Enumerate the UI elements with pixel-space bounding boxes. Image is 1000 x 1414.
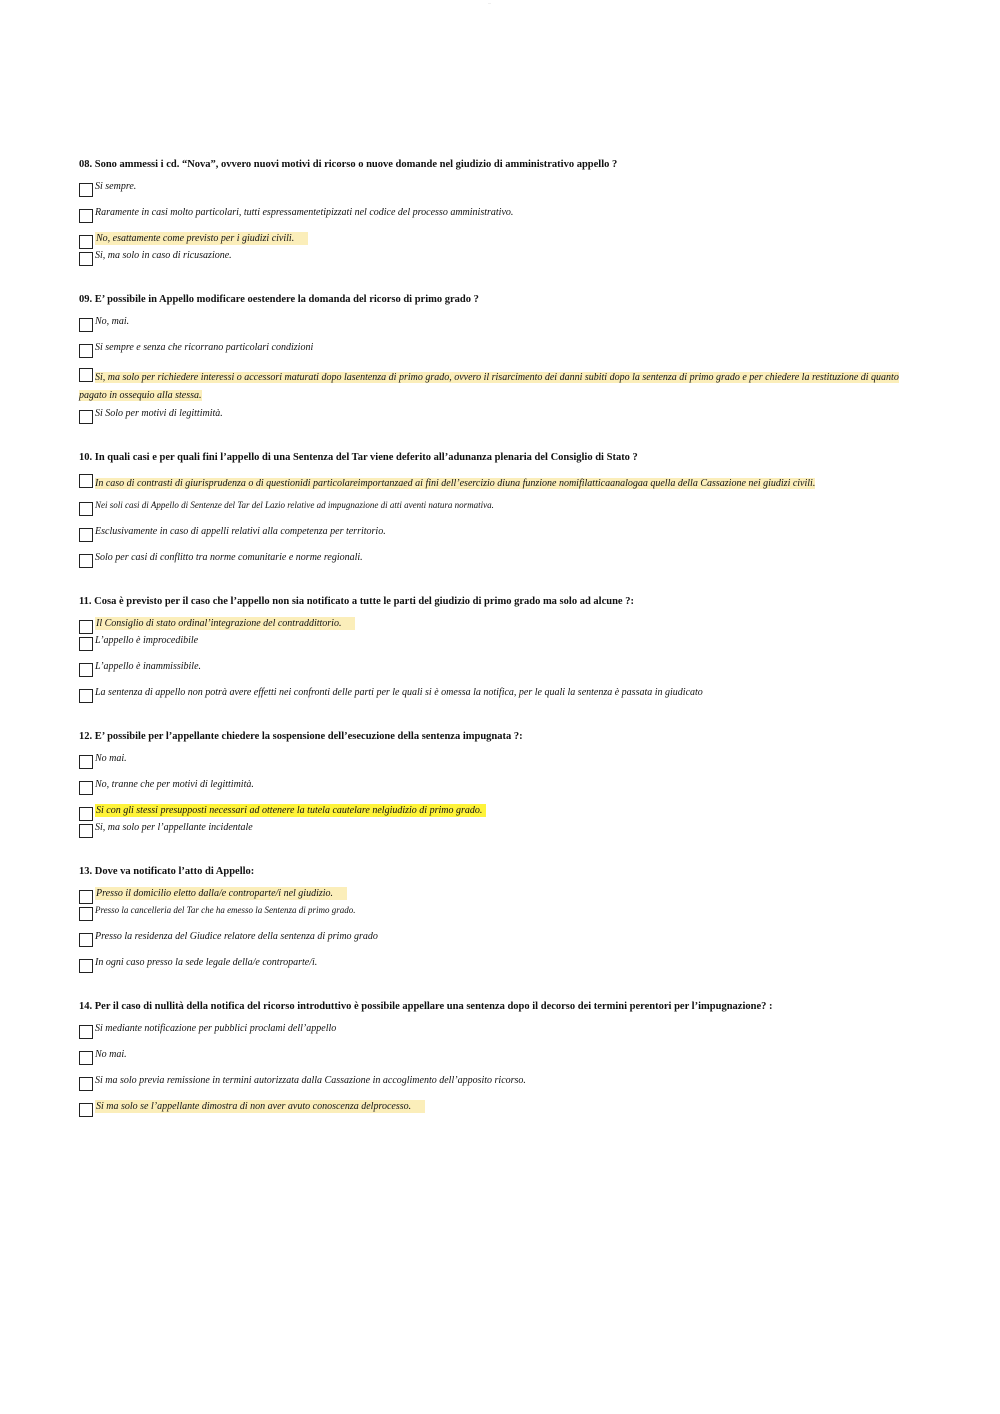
checkbox[interactable]: [79, 554, 93, 568]
question-12: [79, 730, 919, 843]
question-title: 13. Dove va notificato l’atto di Appello:: [79, 866, 255, 877]
checkbox[interactable]: [79, 781, 93, 795]
question-10: [79, 451, 919, 573]
checkbox[interactable]: [79, 528, 93, 542]
answer-text: Si Solo per motivi di legittimità.: [95, 408, 223, 419]
checkbox[interactable]: [79, 1103, 93, 1117]
checkbox[interactable]: [79, 474, 93, 488]
answer-option[interactable]: [79, 407, 919, 429]
answer-text: Si, ma solo in caso di ricusazione.: [95, 250, 232, 261]
answer-option[interactable]: [79, 499, 919, 521]
quiz-content: [79, 158, 919, 1144]
checkbox[interactable]: [79, 1025, 93, 1039]
checkbox[interactable]: [79, 1051, 93, 1065]
answer-text: La sentenza di appello non potrà avere effetti nei confronti delle parti per le quali si è omessa la notifica, per le quali la sentenza è passata in giudicato: [95, 687, 703, 698]
answer-text: No mai.: [95, 753, 127, 764]
question-13: [79, 865, 919, 978]
answer-text-highlighted: Si con gli stessi presupposti necessari ad ottenere la tutela cautelare nelgiudizio di primo grado.: [95, 804, 486, 817]
checkbox[interactable]: [79, 807, 93, 821]
checkbox[interactable]: [79, 502, 93, 516]
checkbox[interactable]: [79, 183, 93, 197]
answer-option[interactable]: [79, 1074, 919, 1096]
checkbox[interactable]: [79, 755, 93, 769]
question-title: 10. In quali casi e per quali fini l’appello di una Sentenza del Tar viene deferito all’adunanza plenaria del Consiglio di Stato ?: [79, 452, 638, 463]
checkbox[interactable]: [79, 318, 93, 332]
checkbox[interactable]: [79, 637, 93, 651]
answer-text: In ogni caso presso la sede legale della/e controparte/i.: [95, 957, 318, 968]
answer-option[interactable]: [79, 341, 919, 363]
answer-option[interactable]: [79, 752, 919, 774]
question-title: 08. Sono ammessi i cd. “Nova”, ovvero nuovi motivi di ricorso o nuove domande nel giudizio di amministrativo appello ?: [79, 159, 618, 170]
question-title: 09. E’ possibile in Appello modificare oestendere la domanda del ricorso di primo grado ?: [79, 294, 479, 305]
checkbox[interactable]: [79, 907, 93, 921]
question-title: 14. Per il caso di nullità della notifica del ricorso introduttivo è possibile appellare una sentenza dopo il decorso dei termini perentori per l’impugnazione? :: [79, 1001, 773, 1012]
answer-option[interactable]: [79, 206, 919, 228]
answer-option[interactable]: [79, 887, 919, 904]
checkbox[interactable]: [79, 933, 93, 947]
answer-option[interactable]: [79, 778, 919, 800]
answer-option[interactable]: [79, 660, 919, 682]
checkbox[interactable]: [79, 890, 93, 904]
answer-option[interactable]: [79, 956, 919, 978]
answer-option[interactable]: [79, 930, 919, 952]
answer-text-highlighted: In caso di contrasti di giurisprudenza o di questionidi particolareimportanzaed ai fini dell’esercizio diuna funzione nomifilatticaanalogaa quella della Cassazione nei giudizi civili.: [95, 478, 816, 489]
question-14: [79, 1000, 919, 1122]
question-08: [79, 158, 919, 271]
answer-option[interactable]: [79, 904, 919, 926]
checkbox[interactable]: [79, 620, 93, 634]
answer-option[interactable]: [79, 367, 919, 403]
answer-text: L’appello è inammissibile.: [95, 661, 202, 672]
answer-text-highlighted: Si, ma solo per richiedere interessi o accessori maturati dopo lasentenza di primo grado, ovvero il risarcimento dei danni subiti dopo la sentenza di primo grado e per chiedere la restituzione di quanto pagato in ossequio alla stessa.: [79, 372, 899, 401]
answer-text-highlighted: Presso il domicilio eletto dalla/e controparte/i nel giudizio.: [95, 887, 347, 900]
answer-text-highlighted: Si ma solo se l’appellante dimostra di non aver avuto conoscenza delprocesso.: [95, 1100, 425, 1113]
question-09: [79, 293, 919, 429]
checkbox[interactable]: [79, 959, 93, 973]
checkbox[interactable]: [79, 689, 93, 703]
checkbox[interactable]: [79, 368, 93, 382]
question-title: 12. E’ possibile per l’appellante chiedere la sospensione dell’esecuzione della sentenza impugnata ?:: [79, 731, 523, 742]
answer-text: L’appello è improcedibile: [95, 635, 199, 646]
checkbox[interactable]: [79, 824, 93, 838]
answer-option[interactable]: [79, 1100, 919, 1122]
answer-option[interactable]: [79, 804, 919, 821]
answer-option[interactable]: [79, 473, 919, 495]
answer-text: No mai.: [95, 1049, 127, 1060]
answer-text-highlighted: No, esattamente come previsto per i giudizi civili.: [95, 232, 308, 245]
answer-option[interactable]: [79, 617, 919, 634]
answer-option[interactable]: [79, 525, 919, 547]
answer-text: Presso la residenza del Giudice relatore della sentenza di primo grado: [95, 931, 378, 942]
page-header-mark: ...: [488, 0, 491, 5]
answer-text: Si sempre.: [95, 181, 137, 192]
checkbox[interactable]: [79, 209, 93, 223]
answer-text-highlighted: Il Consiglio di stato ordinal’integrazione del contraddittorio.: [95, 617, 355, 630]
answer-option[interactable]: [79, 551, 919, 573]
checkbox[interactable]: [79, 1077, 93, 1091]
question-title: 11. Cosa è previsto per il caso che l’appello non sia notificato a tutte le parti del giudizio di primo grado ma solo ad alcune ?:: [79, 596, 634, 607]
checkbox[interactable]: [79, 663, 93, 677]
checkbox[interactable]: [79, 235, 93, 249]
answer-option[interactable]: [79, 249, 919, 271]
answer-text: Nei soli casi di Appello di Sentenze del Tar del Lazio relative ad impugnazione di atti aventi natura normativa.: [95, 500, 494, 510]
answer-text: Presso la cancelleria del Tar che ha emesso la Sentenza di primo grado.: [95, 905, 356, 915]
checkbox[interactable]: [79, 252, 93, 266]
answer-option[interactable]: [79, 1022, 919, 1044]
answer-text: Raramente in casi molto particolari, tutti espressamentetipizzati nel codice del processo amministrativo.: [95, 207, 514, 218]
answer-option[interactable]: [79, 180, 919, 202]
answer-text: Si mediante notificazione per pubblici proclami dell’appello: [95, 1023, 337, 1034]
checkbox[interactable]: [79, 410, 93, 424]
answer-text: Solo per casi di conflitto tra norme comunitarie e norme regionali.: [95, 552, 363, 563]
answer-text: Si sempre e senza che ricorrano particolari condizioni: [95, 342, 314, 353]
question-11: [79, 595, 919, 708]
answer-text: Esclusivamente in caso di appelli relativi alla competenza per territorio.: [95, 526, 386, 537]
answer-text: No, mai.: [95, 316, 130, 327]
answer-option[interactable]: [79, 232, 919, 249]
answer-option[interactable]: [79, 686, 919, 708]
answer-option[interactable]: [79, 821, 919, 843]
answer-option[interactable]: [79, 1048, 919, 1070]
answer-text: Si ma solo previa remissione in termini autorizzata dalla Cassazione in accoglimento dell’apposito ricorso.: [95, 1075, 526, 1086]
answer-option[interactable]: [79, 634, 919, 656]
answer-option[interactable]: [79, 315, 919, 337]
checkbox[interactable]: [79, 344, 93, 358]
answer-text: Si, ma solo per l’appellante incidentale: [95, 822, 253, 833]
answer-text: No, tranne che per motivi di legittimità.: [95, 779, 254, 790]
